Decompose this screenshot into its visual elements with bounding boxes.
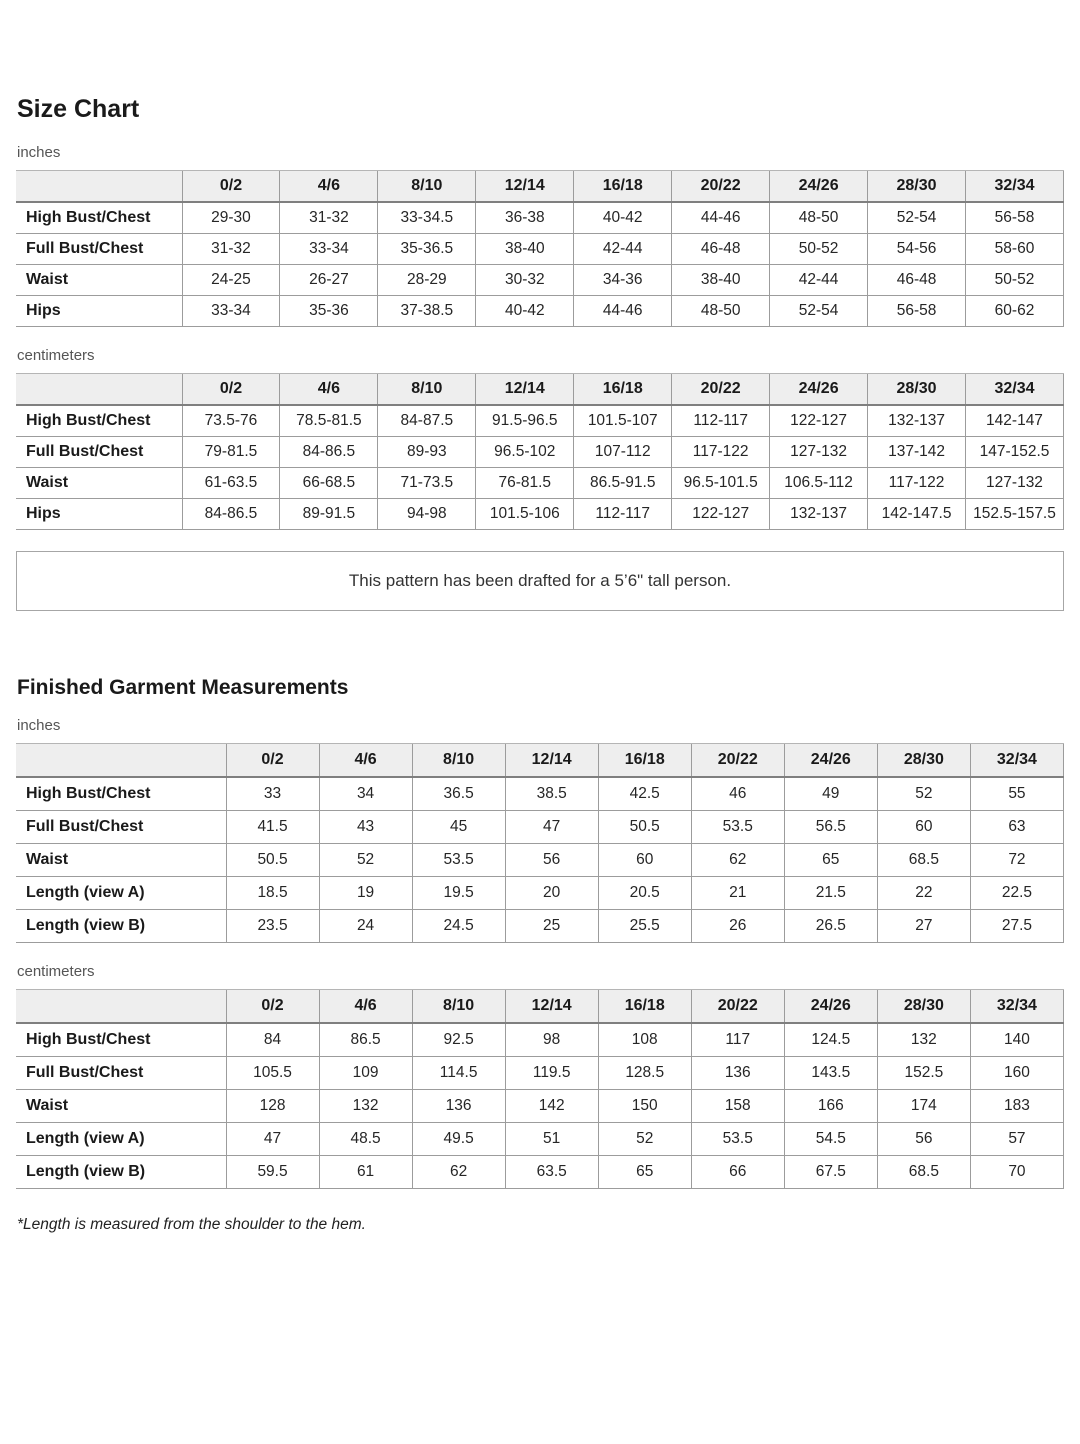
- measurement-cell: 31-32: [182, 234, 280, 265]
- measurement-cell: 36.5: [412, 777, 505, 811]
- measurement-cell: 136: [412, 1090, 505, 1123]
- measurement-cell: 152.5-157.5: [966, 499, 1064, 530]
- measurement-cell: 58-60: [966, 234, 1064, 265]
- measurement-cell: 128.5: [598, 1057, 691, 1090]
- table-row: [16, 1123, 1064, 1156]
- measurement-cell: 21.5: [784, 877, 877, 910]
- measurement-cell: 53.5: [691, 1123, 784, 1156]
- garment-measurements-inches-table: [16, 743, 1064, 943]
- size-column-header: 16/18: [598, 744, 691, 778]
- measurement-cell: 132-137: [868, 405, 966, 437]
- size-column-header: 20/22: [691, 990, 784, 1024]
- measurement-cell: 109: [319, 1057, 412, 1090]
- measurement-cell: 101.5-106: [476, 499, 574, 530]
- size-column-header: 28/30: [868, 374, 966, 406]
- table-row: [16, 1023, 1064, 1057]
- size-column-header: 32/34: [970, 990, 1063, 1024]
- measurement-cell: 96.5-101.5: [672, 468, 770, 499]
- size-column-header: 4/6: [319, 744, 412, 778]
- row-label: Length (view B): [26, 917, 146, 934]
- measurement-cell: 128: [226, 1090, 319, 1123]
- measurement-cell: 53.5: [691, 811, 784, 844]
- measurement-cell: 54.5: [784, 1123, 877, 1156]
- measurement-cell: 112-117: [672, 405, 770, 437]
- measurement-cell: 142: [505, 1090, 598, 1123]
- table-row: [16, 202, 1064, 234]
- row-label: Length (view A): [26, 884, 145, 901]
- row-label: High Bust/Chest: [26, 785, 151, 802]
- measurement-cell: 26.5: [784, 910, 877, 943]
- measurement-cell: 31-32: [280, 202, 378, 234]
- measurement-cell: 84-86.5: [280, 437, 378, 468]
- table-row: [16, 811, 1064, 844]
- measurement-cell: 127-132: [966, 468, 1064, 499]
- measurement-cell: 143.5: [784, 1057, 877, 1090]
- page: [0, 94, 1080, 1234]
- size-column-header: 20/22: [672, 171, 770, 203]
- size-column-header: 0/2: [182, 374, 280, 406]
- table-row: [16, 265, 1064, 296]
- measurement-cell: 160: [970, 1057, 1063, 1090]
- size-chart-inches-label: inches: [17, 144, 61, 161]
- measurement-cell: 20.5: [598, 877, 691, 910]
- row-label: Hips: [26, 505, 61, 522]
- corner-cell: [16, 990, 226, 1024]
- measurement-cell: 26-27: [280, 265, 378, 296]
- measurement-cell: 55: [970, 777, 1063, 811]
- garment-measurements-centimeters-table: [16, 989, 1064, 1189]
- table-row: [16, 1090, 1064, 1123]
- measurement-cell: 29-30: [182, 202, 280, 234]
- size-column-header: 12/14: [505, 990, 598, 1024]
- measurement-cell: 46-48: [672, 234, 770, 265]
- measurement-cell: 132: [319, 1090, 412, 1123]
- measurement-cell: 60-62: [966, 296, 1064, 327]
- table-row: [16, 844, 1064, 877]
- measurement-cell: 158: [691, 1090, 784, 1123]
- measurement-cell: 91.5-96.5: [476, 405, 574, 437]
- size-column-header: 4/6: [280, 374, 378, 406]
- measurement-cell: 122-127: [770, 405, 868, 437]
- size-column-header: 0/2: [226, 744, 319, 778]
- measurement-cell: 76-81.5: [476, 468, 574, 499]
- measurement-cell: 98: [505, 1023, 598, 1057]
- size-column-header: 24/26: [770, 171, 868, 203]
- measurement-cell: 62: [412, 1156, 505, 1189]
- measurement-cell: 65: [784, 844, 877, 877]
- size-column-header: 12/14: [476, 374, 574, 406]
- measurement-cell: 84-87.5: [378, 405, 476, 437]
- measurement-cell: 140: [970, 1023, 1063, 1057]
- measurement-cell: 38-40: [476, 234, 574, 265]
- size-chart-centimeters-label: centimeters: [17, 347, 95, 364]
- measurement-cell: 117-122: [868, 468, 966, 499]
- measurement-cell: 28-29: [378, 265, 476, 296]
- measurement-cell: 40-42: [574, 202, 672, 234]
- measurement-cell: 89-91.5: [280, 499, 378, 530]
- measurement-cell: 71-73.5: [378, 468, 476, 499]
- measurement-cell: 65: [598, 1156, 691, 1189]
- measurement-cell: 26: [691, 910, 784, 943]
- measurement-cell: 34-36: [574, 265, 672, 296]
- measurement-cell: 42-44: [574, 234, 672, 265]
- size-column-header: 8/10: [378, 374, 476, 406]
- measurement-cell: 25: [505, 910, 598, 943]
- garment-inches-label: inches: [17, 717, 61, 734]
- row-label: Hips: [26, 302, 61, 319]
- measurement-cell: 105.5: [226, 1057, 319, 1090]
- measurement-cell: 127-132: [770, 437, 868, 468]
- measurement-cell: 166: [784, 1090, 877, 1123]
- row-label: Waist: [26, 851, 69, 868]
- height-note-box: [16, 551, 1064, 611]
- row-label: Full Bust/Chest: [26, 240, 144, 257]
- measurement-cell: 19.5: [412, 877, 505, 910]
- finished-garment-title: Finished Garment Measurements: [17, 676, 349, 699]
- row-label: Waist: [26, 1097, 69, 1114]
- measurement-cell: 38-40: [672, 265, 770, 296]
- length-footnote: *Length is measured from the shoulder to the hem.: [17, 1216, 366, 1233]
- measurement-cell: 25.5: [598, 910, 691, 943]
- size-column-header: 16/18: [598, 990, 691, 1024]
- measurement-cell: 47: [505, 811, 598, 844]
- measurement-cell: 36-38: [476, 202, 574, 234]
- measurement-cell: 86.5: [319, 1023, 412, 1057]
- measurement-cell: 49.5: [412, 1123, 505, 1156]
- measurement-cell: 22.5: [970, 877, 1063, 910]
- measurement-cell: 68.5: [877, 844, 970, 877]
- size-column-header: 24/26: [770, 374, 868, 406]
- measurement-cell: 40-42: [476, 296, 574, 327]
- measurement-cell: 108: [598, 1023, 691, 1057]
- measurement-cell: 57: [970, 1123, 1063, 1156]
- size-column-header: 28/30: [877, 744, 970, 778]
- table-row: [16, 1156, 1064, 1189]
- size-column-header: 28/30: [868, 171, 966, 203]
- measurement-cell: 96.5-102: [476, 437, 574, 468]
- measurement-cell: 33: [226, 777, 319, 811]
- size-column-header: 8/10: [412, 744, 505, 778]
- measurement-cell: 24: [319, 910, 412, 943]
- measurement-cell: 61-63.5: [182, 468, 280, 499]
- measurement-cell: 56-58: [966, 202, 1064, 234]
- measurement-cell: 24.5: [412, 910, 505, 943]
- measurement-cell: 117: [691, 1023, 784, 1057]
- measurement-cell: 43: [319, 811, 412, 844]
- measurement-cell: 50-52: [966, 265, 1064, 296]
- measurement-cell: 63: [970, 811, 1063, 844]
- table-row: [16, 877, 1064, 910]
- measurement-cell: 60: [877, 811, 970, 844]
- row-label: High Bust/Chest: [26, 209, 151, 226]
- measurement-cell: 52-54: [868, 202, 966, 234]
- measurement-cell: 27.5: [970, 910, 1063, 943]
- measurement-cell: 50-52: [770, 234, 868, 265]
- measurement-cell: 22: [877, 877, 970, 910]
- measurement-cell: 19: [319, 877, 412, 910]
- measurement-cell: 33-34: [182, 296, 280, 327]
- row-label: Full Bust/Chest: [26, 1064, 144, 1081]
- size-column-header: 8/10: [378, 171, 476, 203]
- measurement-cell: 48-50: [672, 296, 770, 327]
- measurement-cell: 84: [226, 1023, 319, 1057]
- measurement-cell: 174: [877, 1090, 970, 1123]
- measurement-cell: 35-36.5: [378, 234, 476, 265]
- size-column-header: 12/14: [476, 171, 574, 203]
- measurement-cell: 34: [319, 777, 412, 811]
- measurement-cell: 78.5-81.5: [280, 405, 378, 437]
- table-row: [16, 777, 1064, 811]
- measurement-cell: 84-86.5: [182, 499, 280, 530]
- measurement-cell: 117-122: [672, 437, 770, 468]
- measurement-cell: 142-147.5: [868, 499, 966, 530]
- measurement-cell: 152.5: [877, 1057, 970, 1090]
- row-label: High Bust/Chest: [26, 1031, 151, 1048]
- measurement-cell: 20: [505, 877, 598, 910]
- measurement-cell: 107-112: [574, 437, 672, 468]
- measurement-cell: 37-38.5: [378, 296, 476, 327]
- measurement-cell: 50.5: [226, 844, 319, 877]
- measurement-cell: 46-48: [868, 265, 966, 296]
- measurement-cell: 47: [226, 1123, 319, 1156]
- measurement-cell: 79-81.5: [182, 437, 280, 468]
- height-note-text: This pattern has been drafted for a 5’6" tall person.: [348, 571, 732, 590]
- measurement-cell: 70: [970, 1156, 1063, 1189]
- measurement-cell: 56: [877, 1123, 970, 1156]
- measurement-cell: 142-147: [966, 405, 1064, 437]
- body-measurements-inches-table: [16, 170, 1064, 327]
- corner-cell: [16, 744, 226, 778]
- size-column-header: 0/2: [226, 990, 319, 1024]
- measurement-cell: 30-32: [476, 265, 574, 296]
- size-chart-title: Size Chart: [17, 95, 140, 123]
- measurement-cell: 112-117: [574, 499, 672, 530]
- corner-cell: [16, 171, 182, 203]
- measurement-cell: 51: [505, 1123, 598, 1156]
- table-row: [16, 296, 1064, 327]
- measurement-cell: 92.5: [412, 1023, 505, 1057]
- measurement-cell: 53.5: [412, 844, 505, 877]
- measurement-cell: 23.5: [226, 910, 319, 943]
- size-column-header: 24/26: [784, 990, 877, 1024]
- measurement-cell: 147-152.5: [966, 437, 1064, 468]
- measurement-cell: 61: [319, 1156, 412, 1189]
- measurement-cell: 42.5: [598, 777, 691, 811]
- measurement-cell: 38.5: [505, 777, 598, 811]
- size-column-header: 0/2: [182, 171, 280, 203]
- measurement-cell: 56: [505, 844, 598, 877]
- measurement-cell: 50.5: [598, 811, 691, 844]
- measurement-cell: 52: [598, 1123, 691, 1156]
- measurement-cell: 48-50: [770, 202, 868, 234]
- measurement-cell: 44-46: [574, 296, 672, 327]
- measurement-cell: 94-98: [378, 499, 476, 530]
- size-column-header: 28/30: [877, 990, 970, 1024]
- size-column-header: 4/6: [319, 990, 412, 1024]
- measurement-cell: 56-58: [868, 296, 966, 327]
- table-row: [16, 1057, 1064, 1090]
- measurement-cell: 21: [691, 877, 784, 910]
- measurement-cell: 52: [877, 777, 970, 811]
- measurement-cell: 35-36: [280, 296, 378, 327]
- measurement-cell: 150: [598, 1090, 691, 1123]
- measurement-cell: 18.5: [226, 877, 319, 910]
- row-label: Waist: [26, 271, 69, 288]
- measurement-cell: 54-56: [868, 234, 966, 265]
- measurement-cell: 60: [598, 844, 691, 877]
- measurement-cell: 66-68.5: [280, 468, 378, 499]
- measurement-cell: 68.5: [877, 1156, 970, 1189]
- measurement-cell: 137-142: [868, 437, 966, 468]
- size-column-header: 24/26: [784, 744, 877, 778]
- size-column-header: 8/10: [412, 990, 505, 1024]
- size-column-header: 20/22: [672, 374, 770, 406]
- measurement-cell: 132-137: [770, 499, 868, 530]
- table-row: [16, 499, 1064, 530]
- measurement-cell: 119.5: [505, 1057, 598, 1090]
- measurement-cell: 52-54: [770, 296, 868, 327]
- size-column-header: 32/34: [966, 171, 1064, 203]
- size-column-header: 32/34: [970, 744, 1063, 778]
- corner-cell: [16, 374, 182, 406]
- table-row: [16, 468, 1064, 499]
- measurement-cell: 49: [784, 777, 877, 811]
- measurement-cell: 48.5: [319, 1123, 412, 1156]
- measurement-cell: 62: [691, 844, 784, 877]
- measurement-cell: 59.5: [226, 1156, 319, 1189]
- measurement-cell: 33-34.5: [378, 202, 476, 234]
- measurement-cell: 86.5-91.5: [574, 468, 672, 499]
- size-column-header: 20/22: [691, 744, 784, 778]
- measurement-cell: 63.5: [505, 1156, 598, 1189]
- measurement-cell: 52: [319, 844, 412, 877]
- size-column-header: 16/18: [574, 374, 672, 406]
- measurement-cell: 66: [691, 1156, 784, 1189]
- table-row: [16, 234, 1064, 265]
- row-label: Length (view B): [26, 1163, 146, 1180]
- measurement-cell: 101.5-107: [574, 405, 672, 437]
- measurement-cell: 46: [691, 777, 784, 811]
- measurement-cell: 45: [412, 811, 505, 844]
- measurement-cell: 56.5: [784, 811, 877, 844]
- table-row: [16, 437, 1064, 468]
- measurement-cell: 136: [691, 1057, 784, 1090]
- row-label: Length (view A): [26, 1130, 145, 1147]
- measurement-cell: 24-25: [182, 265, 280, 296]
- measurement-cell: 72: [970, 844, 1063, 877]
- measurement-cell: 106.5-112: [770, 468, 868, 499]
- measurement-cell: 132: [877, 1023, 970, 1057]
- measurement-cell: 114.5: [412, 1057, 505, 1090]
- size-column-header: 16/18: [574, 171, 672, 203]
- measurement-cell: 183: [970, 1090, 1063, 1123]
- size-column-header: 32/34: [966, 374, 1064, 406]
- size-column-header: 4/6: [280, 171, 378, 203]
- body-measurements-centimeters-table: [16, 373, 1064, 530]
- measurement-cell: 124.5: [784, 1023, 877, 1057]
- measurement-cell: 122-127: [672, 499, 770, 530]
- measurement-cell: 73.5-76: [182, 405, 280, 437]
- measurement-cell: 89-93: [378, 437, 476, 468]
- measurement-cell: 42-44: [770, 265, 868, 296]
- measurement-cell: 27: [877, 910, 970, 943]
- size-column-header: 12/14: [505, 744, 598, 778]
- garment-centimeters-label: centimeters: [17, 963, 95, 980]
- row-label: Full Bust/Chest: [26, 818, 144, 835]
- row-label: High Bust/Chest: [26, 412, 151, 429]
- measurement-cell: 33-34: [280, 234, 378, 265]
- table-row: [16, 910, 1064, 943]
- row-label: Full Bust/Chest: [26, 443, 144, 460]
- row-label: Waist: [26, 474, 69, 491]
- measurement-cell: 67.5: [784, 1156, 877, 1189]
- measurement-cell: 41.5: [226, 811, 319, 844]
- measurement-cell: 44-46: [672, 202, 770, 234]
- table-row: [16, 405, 1064, 437]
